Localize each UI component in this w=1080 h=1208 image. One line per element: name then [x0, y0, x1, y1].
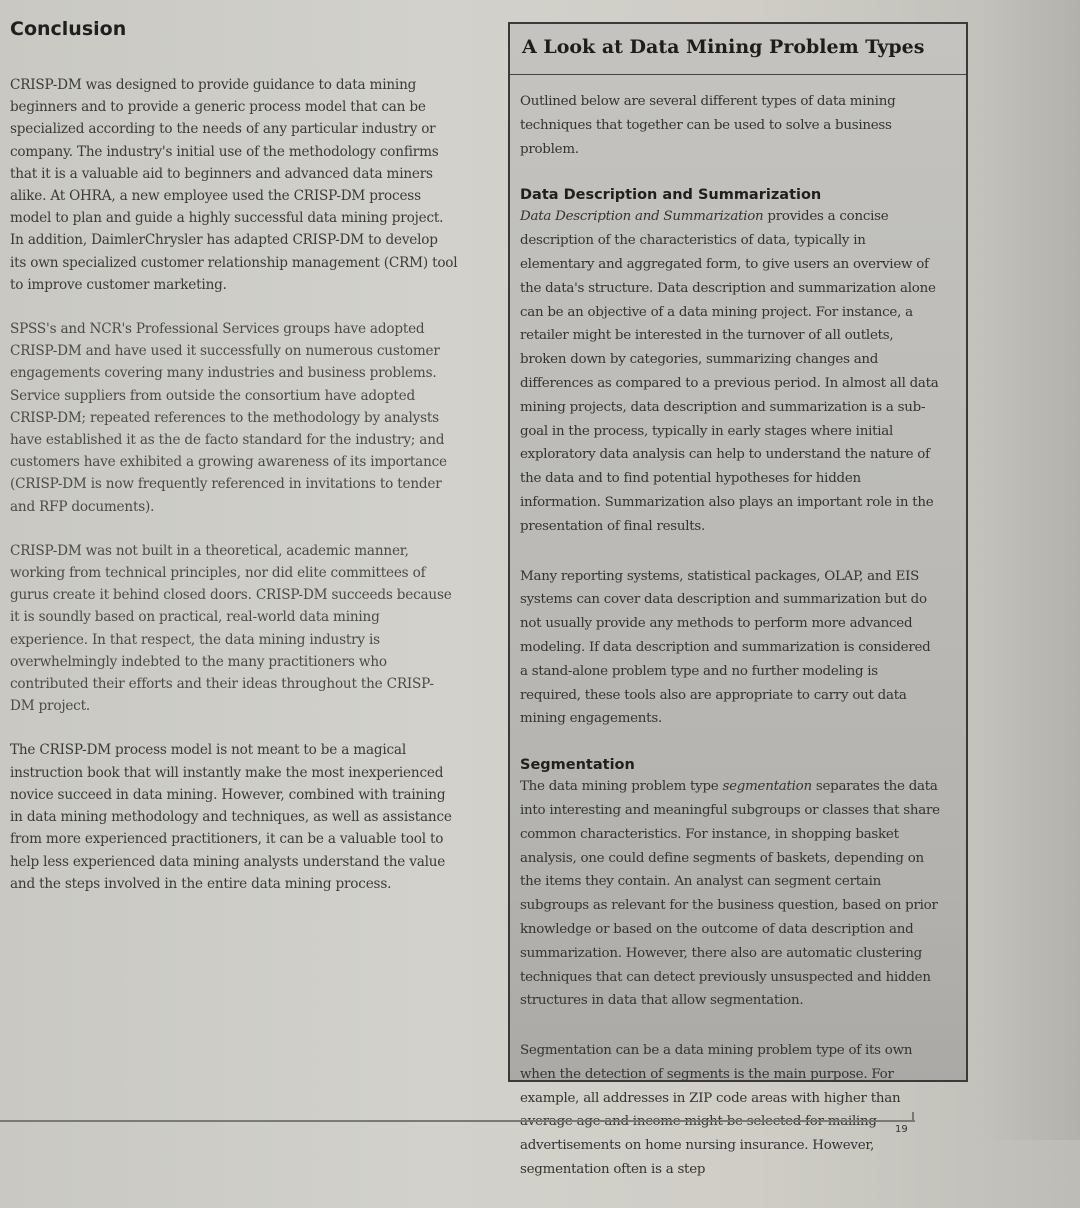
- conclusion-paragraph-3: CRISP-DM was not built in a theoretical, academic manner, working from technical principles, nor did elite committees of gurus create it behind closed doors. CRISP-DM succeeds because it is soundly based on practical, real-world data mining experience. In that respect, the data mining industry is overwhelmingly indebted to the many practitioners who contributed their efforts and their ideas throughout the CRISP-DM project.: [10, 542, 452, 715]
- segmentation-lead-italic: segmentation: [722, 779, 812, 795]
- conclusion-heading: Conclusion: [10, 18, 127, 40]
- segmentation-lead-text: separates the data into interesting and meaningful subgroups or classes that share common characteristics. For instance, in shopping basket analysis, one could define segments of baskets, depending on the items they contain. An analyst can segment certain subgroups as relevant for the business question, based on prior knowledge or based on the outcome of data description and summarization. However, there also are automatic clustering techniques that can detect previously unsuspected and hidden structures in data that allow segmentation.: [520, 779, 940, 1009]
- segmentation-follow-paragraph: Segmentation can be a data mining problem type of its own when the detection of segments is the main purpose. For example, all addresses in ZIP code areas with higher than advertisements on home nursing insurance. However, segmentation often is a step: [520, 1043, 913, 1178]
- sidebar-title: A Look at Data Mining Problem Types: [522, 36, 925, 58]
- segmentation-lead-pre: The data mining problem type: [520, 779, 723, 795]
- conclusion-column: [10, 18, 458, 917]
- conclusion-paragraph-2: SPSS's and NCR's Professional Services groups have adopted CRISP-DM and have used it successfully on numerous customer engagements covering many industries and business problems. Service suppliers from outside the consortium have adopted CRISP-DM; repeated references to the methodology by analysts have established it as the de facto standard for the industry; and customers have exhibited a growing awareness of its importance (CRISP-DM is now frequently referenced in invitations to tender and RFP documents).: [10, 321, 447, 515]
- sidebar-body: [520, 90, 940, 1208]
- footer-rule-tick: [912, 1112, 914, 1122]
- conclusion-paragraph-4: The CRISP-DM process model is not meant to be a magical instruction book that will instantly make the most inexperienced novice succeed in data mining. However, combined with training in data mining methodology and techniques, as well as assistance from more experienced practitioners, it can be a valuable tool to help less experienced data mining analysts understand the value and the steps involved in the entire data mining process.: [10, 742, 452, 892]
- data-description-paragraph: [520, 205, 940, 538]
- segmentation-paragraph: [520, 775, 940, 1013]
- data-description-lead-text: provides a concise description of the characteristics of data, typically in elementary and aggregated form, to give users an overview of the data's structure. Data description and summarization alone can be an objective of a data mining project. For instance, a retailer might be interested in the turnover of all outlets, broken down by categories, summarizing changes and differences as compared to a previous period. In almost all data mining projects, data description and summarization is a sub-goal in the process, typically in early stages where initial exploratory data analysis can help to understand the nature of the data and to find potential hypotheses for hidden information. Summarization also plays an important role in the presentation of final results.: [520, 209, 939, 534]
- data-description-heading: Data Description and Summarization: [520, 187, 822, 204]
- page-edge-shadow: [980, 0, 1080, 1140]
- data-description-lead-italic: Data Description and Summarization: [520, 209, 764, 225]
- sidebar-intro: Outlined below are several different types of data mining techniques that together can be used to solve a business problem.: [520, 94, 896, 157]
- sidebar-title-bar: [510, 24, 966, 75]
- conclusion-paragraph-1: CRISP-DM was designed to provide guidance to data mining beginners and to provide a generic process model that can be specialized according to the needs of any particular industry or company. The industry's initial use of the methodology confirms that it is a valuable aid to beginners and advanced data miners alike. At OHRA, a new employee used the CRISP-DM process model to plan and guide a highly successful data mining project. In addition, DaimlerChrysler has adapted CRISP-DM to develop its own specialized customer relationship management (CRM) tool to improve customer marketing.: [10, 77, 458, 293]
- footer-rule: [0, 1120, 915, 1122]
- segmentation-heading: Segmentation: [520, 757, 635, 774]
- page-number: 19: [895, 1124, 908, 1135]
- data-description-follow-paragraph: Many reporting systems, statistical packages, OLAP, and EIS systems can cover data description and summarization but do not usually provide any methods to perform more advanced modeling. If data description and summarization is considered a stand-alone problem type and no further modeling is required, these tools also are appropriate to carry out data mining engagements.: [520, 568, 931, 727]
